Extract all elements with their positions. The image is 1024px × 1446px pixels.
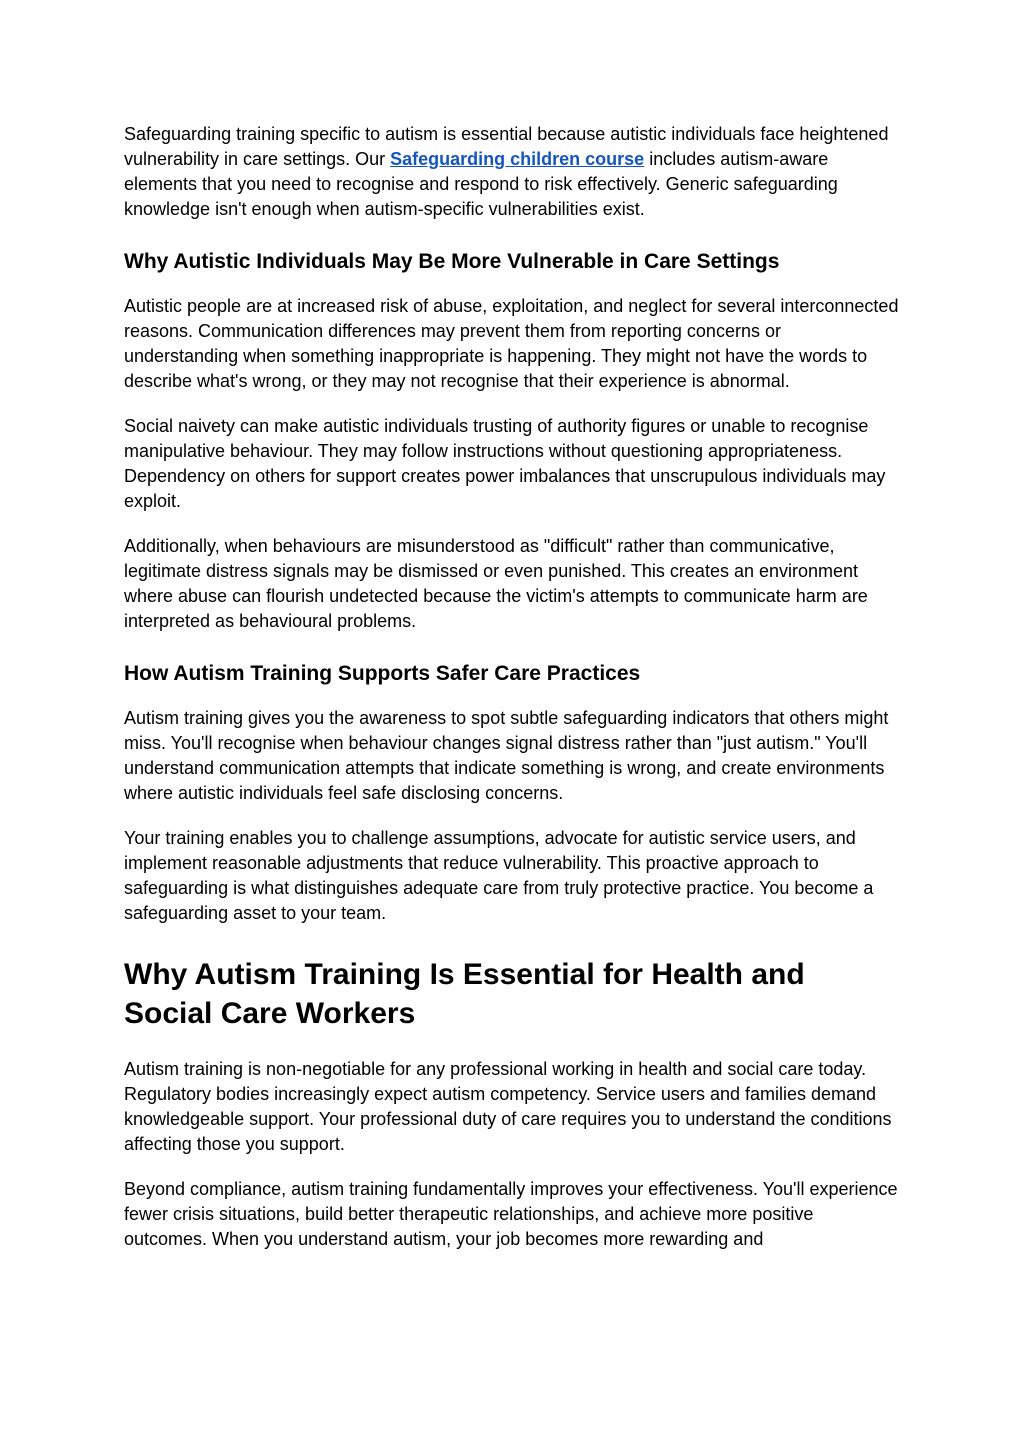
section-heading-safer-care: How Autism Training Supports Safer Care Practices xyxy=(124,662,641,685)
paragraph: Autistic people are at increased risk of abuse, exploitation, and neglect for several interconnected reasons. Communication differences may prevent them from reporting concerns or understanding when something inappropriate is happening. They might not have the words to describe what's wrong, or they may not recognise that their experience is abnormal. xyxy=(124,296,899,391)
intro-paragraph xyxy=(124,122,900,222)
document-page xyxy=(124,122,900,1252)
safeguarding-children-course-link[interactable]: Safeguarding children course xyxy=(390,149,645,169)
paragraph: Your training enables you to challenge assumptions, advocate for autistic service users, and implement reasonable adjustments that reduce vulnerability. This proactive approach to safeguarding is what distinguishes adequate care from truly protective practice. You become a safeguarding asset to your team. xyxy=(124,828,874,923)
section-heading-vulnerability: Why Autistic Individuals May Be More Vulnerable in Care Settings xyxy=(124,250,780,273)
intro-text-after-link: includes autism-aware elements that you need to recognise and respond to risk effectively. Generic safeguarding knowledge isn't enough when autism-specific vulnerabilities exist. xyxy=(124,149,838,219)
intro-text-before-link: Safeguarding training specific to autism is essential because autistic individuals face heightened vulnerability in care settings. Our xyxy=(124,124,889,169)
paragraph: Autism training gives you the awareness to spot subtle safeguarding indicators that others might miss. You'll recognise when behaviour changes signal distress rather than "just autism." You'll understand communication attempts that indicate something is wrong, and create environments where autistic individuals feel safe disclosing concerns. xyxy=(124,708,889,803)
paragraph: Beyond compliance, autism training fundamentally improves your effectiveness. You'll experience fewer crisis situations, build better therapeutic relationships, and achieve more positive outcomes. When you understand autism, your job becomes more rewarding and xyxy=(124,1179,898,1249)
section-heading-essential-training: Why Autism Training Is Essential for Health and Social Care Workers xyxy=(124,958,805,1030)
paragraph: Autism training is non-negotiable for any professional working in health and social care today. Regulatory bodies increasingly expect autism competency. Service users and families demand knowledgeable support. Your professional duty of care requires you to understand the conditions affecting those you support. xyxy=(124,1059,892,1154)
paragraph: Additionally, when behaviours are misunderstood as "difficult" rather than communicative, legitimate distress signals may be dismissed or even punished. This creates an environment where abuse can flourish undetected because the victim's attempts to communicate harm are interpreted as behavioural problems. xyxy=(124,536,868,631)
paragraph: Social naivety can make autistic individuals trusting of authority figures or unable to recognise manipulative behaviour. They may follow instructions without questioning appropriateness. Dependency on others for support creates power imbalances that unscrupulous individuals may exploit. xyxy=(124,416,886,511)
